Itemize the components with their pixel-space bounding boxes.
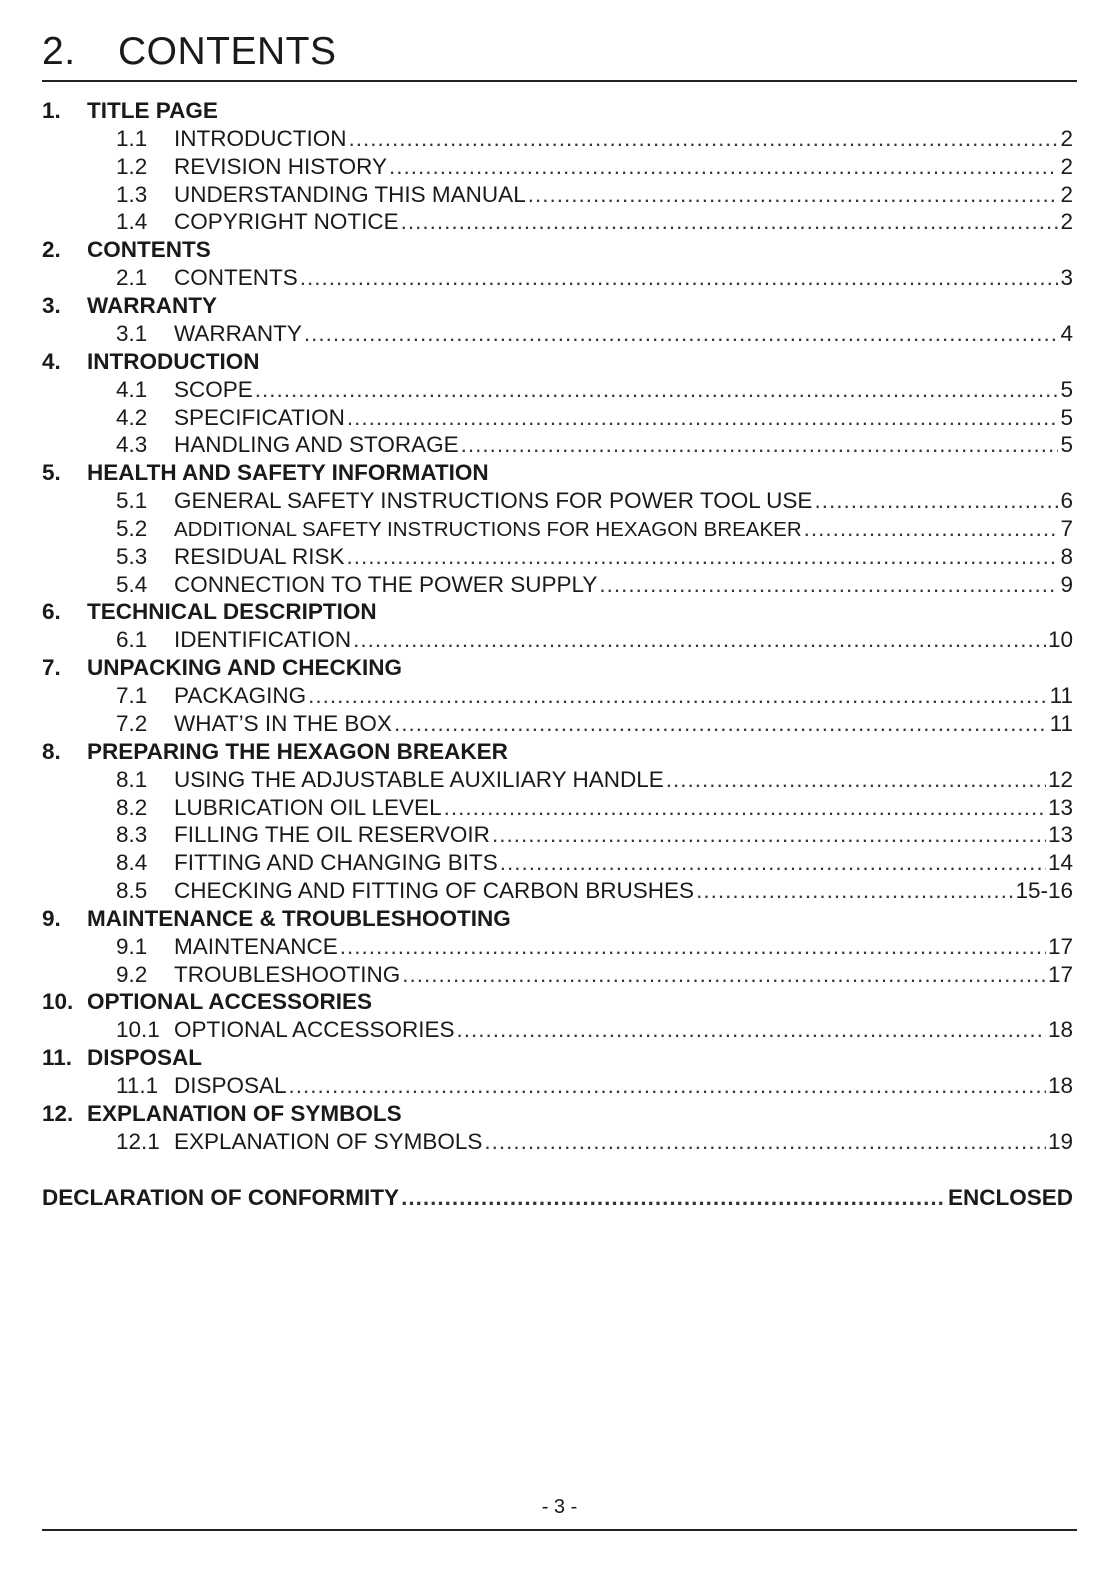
toc-dot-leader [394,710,1048,738]
toc-dot-leader [347,404,1059,432]
toc-section-number: 1. [42,98,61,123]
toc-entry-page: 11 [1049,683,1073,709]
toc-dot-leader [255,376,1059,404]
page-number: - 3 - [541,1496,578,1518]
toc-entry [42,1072,1073,1100]
toc-entry [42,404,1073,432]
toc-entry-number: 9.1 [116,933,148,959]
toc-entry-title: RESIDUAL RISK [174,543,345,569]
toc-entry-page: 14 [1047,850,1073,876]
toc-entry-number: 3.1 [116,320,148,346]
toc-entry-title: TROUBLESHOOTING [174,961,401,987]
toc-entry-number: 1.2 [116,153,148,179]
toc-entry [42,543,1073,571]
toc-entry-page: 17 [1047,961,1073,987]
toc-entry-title: MAINTENANCE [174,933,338,959]
toc-entry [42,766,1073,794]
toc-entry [42,961,1073,989]
toc-section-number: 2. [42,237,61,263]
toc-section-heading [42,654,1073,682]
toc-entry-number: 5.3 [116,543,148,569]
toc-entry [42,682,1073,710]
toc-section-number: 6. [42,599,61,625]
toc-entry-number: 8.3 [116,822,148,848]
toc-section-title: WARRANTY [87,292,217,318]
toc-dot-leader [492,821,1046,849]
toc-entry-number: 12.1 [116,1128,160,1154]
toc-entry-page: 2 [1060,209,1073,235]
toc-dot-leader [308,682,1048,710]
toc-entry-page: 12 [1047,766,1073,792]
toc-entry-number: 4.1 [116,376,148,402]
toc-entry-title: FILLING THE OIL RESERVOIR [174,822,490,848]
toc-entry-page: 13 [1047,822,1073,848]
toc-section-title: CONTENTS [87,237,211,263]
toc-dot-leader [389,153,1059,181]
toc-entry [42,515,1073,543]
toc-entry-title: SCOPE [174,376,253,402]
toc-dot-leader [814,487,1058,515]
toc-section-number: 9. [42,905,61,931]
top-divider [42,80,1077,82]
toc-entry-title: FITTING AND CHANGING BITS [174,850,498,876]
toc-entry-title: DISPOSAL [174,1073,287,1099]
toc-entry-page: 7 [1060,515,1073,541]
toc-entry [42,264,1073,292]
toc-section-title: EXPLANATION OF SYMBOLS [87,1100,402,1126]
toc-entry-title: GENERAL SAFETY INSTRUCTIONS FOR POWER TOOL USE [174,488,813,514]
toc-entry-title: REVISION HISTORY [174,153,387,179]
toc-section-heading [42,97,1073,125]
toc-entry-page: 4 [1060,320,1073,346]
toc-entry-title: OPTIONAL ACCESSORIES [174,1017,455,1043]
toc-entry-page: 15-16 [1015,877,1073,903]
toc-entry-title: HANDLING AND STORAGE [174,432,459,458]
toc-entry-page: 17 [1047,933,1073,959]
toc-entry-page: 2 [1060,126,1073,151]
toc-entry-number: 11.1 [116,1073,159,1099]
toc-entry-page: 5 [1060,404,1073,430]
toc-dot-leader [353,626,1046,654]
toc-entry-title: PACKAGING [174,683,307,709]
toc-entry-number: 2.1 [116,265,148,291]
toc-entry-title: INTRODUCTION [174,126,347,151]
toc-dot-leader [444,794,1046,822]
toc-section-title: OPTIONAL ACCESSORIES [87,989,373,1015]
toc-section-heading [42,738,1073,766]
toc-entry-title: WHAT’S IN THE BOX [174,710,392,736]
toc-entry-number: 5.4 [116,571,148,597]
toc-dot-leader [340,933,1046,961]
toc-section-title: UNPACKING AND CHECKING [87,655,402,681]
bottom-divider [42,1529,1077,1531]
toc-entry [42,571,1073,599]
toc-section-number: 5. [42,460,61,486]
toc-entry-title: SPECIFICATION [174,404,345,430]
toc-entry-page: 18 [1047,1073,1073,1099]
toc-dot-leader [528,181,1059,209]
toc-section-heading [42,988,1073,1016]
toc-entry-page: 8 [1060,543,1073,569]
toc-entry [42,933,1073,961]
toc-section-heading [42,348,1073,376]
toc-entry-title: CONNECTION TO THE POWER SUPPLY [174,571,598,597]
toc-section-heading [42,1044,1073,1072]
toc-section-heading [42,598,1073,626]
toc-entry [42,821,1073,849]
toc-entry-page: 19 [1047,1128,1073,1154]
toc-entry-title: ADDITIONAL SAFETY INSTRUCTIONS FOR HEXAGON BREAKER [174,517,802,541]
toc-entry-number: 8.1 [116,766,148,792]
toc-section-number: 8. [42,738,61,764]
toc-entry [42,181,1073,209]
toc-entry-title: USING THE ADJUSTABLE AUXILIARY HANDLE [174,766,664,792]
toc-section-heading [42,236,1073,264]
toc-entry [42,320,1073,348]
toc-entry-number: 8.2 [116,794,148,820]
toc-dot-leader [500,849,1046,877]
page-title [42,30,337,74]
toc-dot-leader [484,1128,1046,1156]
toc-entry-number: 9.2 [116,961,148,987]
toc-entry-page: 3 [1060,265,1073,291]
toc-entry-number: 6.1 [116,627,148,653]
toc-dot-leader [304,320,1059,348]
toc-dot-leader [289,1072,1046,1100]
toc-entry-number: 1.1 [116,126,148,151]
toc-dot-leader [666,766,1046,794]
toc-entry-page: 18 [1047,1017,1073,1043]
toc-entry-title: EXPLANATION OF SYMBOLS [174,1128,483,1154]
toc-entry-number: 5.2 [116,515,148,541]
toc-entry [42,1128,1073,1156]
toc-entry [42,626,1073,654]
toc-entry [42,849,1073,877]
toc-entry-page: 11 [1049,710,1073,736]
toc-section-title: MAINTENANCE & TROUBLESHOOTING [87,905,511,931]
toc-section-number: 7. [42,655,61,681]
toc-dot-leader [457,1016,1046,1044]
toc-section-title: INTRODUCTION [87,348,260,374]
declaration-title: DECLARATION OF CONFORMITY [42,1184,400,1210]
toc-entry-number: 7.1 [116,683,148,709]
toc-entry-page: 5 [1060,432,1073,458]
toc-entry-title: CONTENTS [174,265,298,291]
toc-entry-title: WARRANTY [174,320,302,346]
toc-entry-title: IDENTIFICATION [174,627,352,653]
toc-entry-page: 10 [1047,627,1073,653]
toc-dot-leader [401,208,1059,236]
toc-section-heading [42,459,1073,487]
toc-entry [42,431,1073,459]
toc-section-title: TECHNICAL DESCRIPTION [87,599,377,625]
toc-entry-title: CHECKING AND FITTING OF CARBON BRUSHES [174,877,695,903]
toc-entry-number: 1.4 [116,209,148,235]
toc-declaration [42,1184,1073,1212]
toc-entry [42,125,1073,153]
page-title-number: 2. [42,30,76,73]
toc-section-number: 10. [42,989,74,1015]
toc-dot-leader [804,515,1059,543]
toc-entry [42,710,1073,738]
toc-dot-leader [300,264,1059,292]
table-of-contents [42,97,1073,1212]
toc-entry-page: 2 [1060,153,1073,179]
toc-dot-leader [401,1184,946,1212]
toc-section-title: DISPOSAL [87,1045,203,1071]
toc-section-title: PREPARING THE HEXAGON BREAKER [87,738,508,764]
toc-section-title: TITLE PAGE [87,98,218,123]
toc-section-number: 12. [42,1100,74,1126]
toc-entry-title: LUBRICATION OIL LEVEL [174,794,442,820]
toc-section-heading [42,292,1073,320]
toc-section-number: 3. [42,292,61,318]
toc-dot-leader [599,571,1058,599]
toc-entry-page: 5 [1060,376,1073,402]
toc-entry-page: 9 [1060,571,1073,597]
toc-section-number: 4. [42,348,61,374]
toc-entry [42,1016,1073,1044]
toc-dot-leader [346,543,1058,571]
toc-entry-number: 8.4 [116,850,148,876]
toc-section-title: HEALTH AND SAFETY INFORMATION [87,460,489,486]
toc-entry-number: 7.2 [116,710,148,736]
toc-entry [42,794,1073,822]
toc-section-heading [42,905,1073,933]
toc-entry [42,153,1073,181]
toc-entry-number: 4.2 [116,404,148,430]
toc-entry [42,376,1073,404]
page-title-text: CONTENTS [118,30,337,73]
toc-entry [42,487,1073,515]
toc-section-number: 11. [42,1045,73,1071]
toc-dot-leader [696,877,1013,905]
toc-dot-leader [349,125,1059,153]
toc-section-heading [42,1100,1073,1128]
toc-entry-number: 1.3 [116,181,148,207]
toc-entry [42,877,1073,905]
toc-entry-title: UNDERSTANDING THIS MANUAL [174,181,526,207]
toc-entry-number: 4.3 [116,432,148,458]
toc-entry-number: 8.5 [116,877,148,903]
toc-entry-number: 5.1 [116,488,148,514]
toc-entry-title: COPYRIGHT NOTICE [174,209,399,235]
toc-entry [42,208,1073,236]
toc-dot-leader [461,431,1059,459]
declaration-page: ENCLOSED [947,1184,1073,1210]
toc-dot-leader [402,961,1046,989]
toc-entry-page: 13 [1047,794,1073,820]
toc-entry-number: 10.1 [116,1017,160,1043]
toc-entry-page: 6 [1060,488,1073,514]
toc-entry-page: 2 [1060,181,1073,207]
